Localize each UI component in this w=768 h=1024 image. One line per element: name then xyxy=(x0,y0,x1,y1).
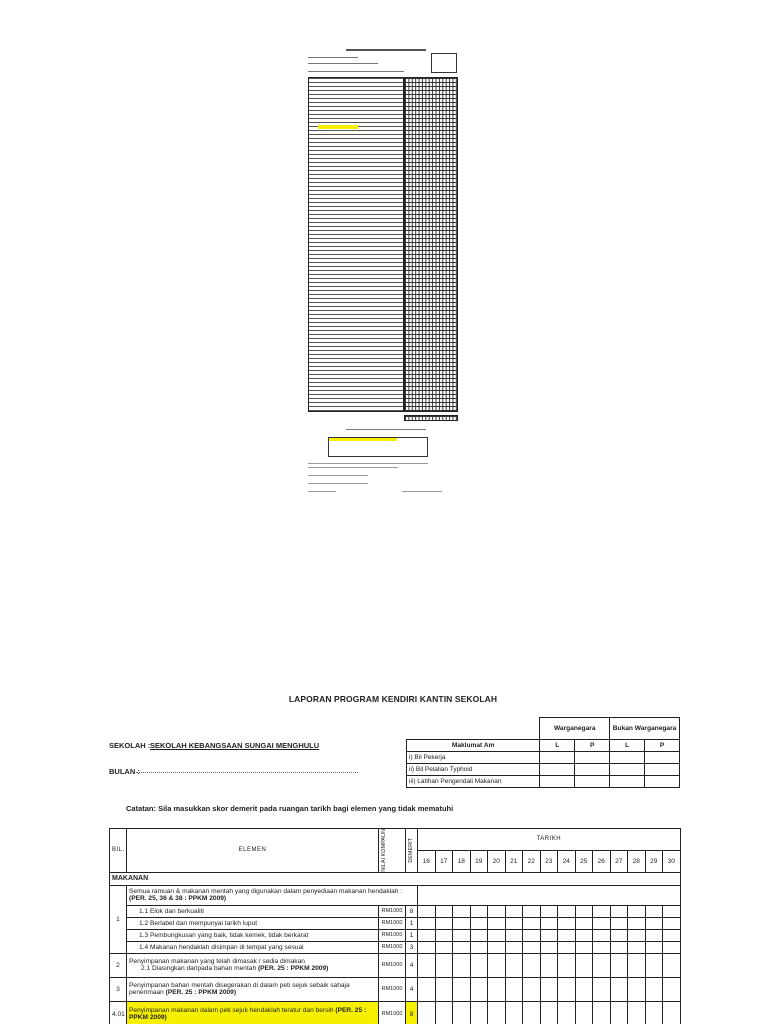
info-cell[interactable] xyxy=(610,764,645,776)
demerit-entry-cell[interactable] xyxy=(610,941,628,953)
item4-description xyxy=(127,1001,379,1024)
demerit-entry-cell[interactable] xyxy=(523,929,541,941)
demerit-entry-cell[interactable] xyxy=(558,953,576,977)
demerit-entry-cell[interactable] xyxy=(505,977,523,1001)
demerit-entry-cell[interactable] xyxy=(488,929,506,941)
demerit-entry-cell[interactable] xyxy=(488,953,506,977)
item-number: 1 xyxy=(110,885,127,953)
day-header-22: 22 xyxy=(523,850,541,872)
demerit-score: 8 xyxy=(406,1001,418,1024)
day-header-26: 26 xyxy=(593,850,611,872)
thumb-note-line xyxy=(308,475,368,476)
demerit-entry-cell[interactable] xyxy=(575,1001,593,1024)
table-row xyxy=(110,905,681,917)
demerit-score: 4 xyxy=(406,977,418,1001)
thumb-note-line xyxy=(308,467,398,468)
demerit-entry-cell[interactable] xyxy=(470,1001,488,1024)
header-elemen: ELEMEN xyxy=(127,829,379,873)
demerit-entry-cell[interactable] xyxy=(558,1001,576,1024)
sub-element-label: 1.3 Pembungkusan yang baik, tidak kemek, tidak berkarat xyxy=(127,929,379,941)
demerit-entry-cell[interactable] xyxy=(575,953,593,977)
demerit-entry-cell[interactable] xyxy=(540,941,558,953)
nilai-kompaun: RM1000 xyxy=(379,941,406,953)
demerit-entry-cell[interactable] xyxy=(540,929,558,941)
info-table xyxy=(406,717,680,788)
section-makanan: MAKANAN xyxy=(110,872,681,885)
item-number: 2 xyxy=(110,953,127,977)
demerit-entry-cell[interactable] xyxy=(453,953,471,977)
item3-ref: (PER. 25 : PPKM 2009) xyxy=(165,989,237,997)
item1-description xyxy=(127,885,418,905)
header-bil: BIL. xyxy=(110,829,127,873)
thumb-note-line xyxy=(308,463,428,464)
demerit-entry-cell[interactable] xyxy=(505,917,523,929)
demerit-score: 8 xyxy=(406,905,418,917)
demerit-entry-cell[interactable] xyxy=(505,941,523,953)
thumb-highlight xyxy=(329,438,397,441)
item-number: 4.01 xyxy=(110,1001,127,1024)
demerit-entry-cell[interactable] xyxy=(418,941,436,953)
demerit-entry-cell[interactable] xyxy=(488,941,506,953)
table-row xyxy=(110,977,681,1001)
info-empty-cell xyxy=(407,718,540,740)
thumb-line xyxy=(308,63,378,64)
demerit-entry-cell[interactable] xyxy=(628,929,646,941)
thumb-date-grid xyxy=(404,77,458,412)
info-group-warganegara: Warganegara xyxy=(540,718,610,740)
demerit-entry-cell[interactable] xyxy=(663,917,681,929)
catatan-note: Catatan: Sila masukkan skor demerit pada ruangan tarikh bagi elemen yang tidak mematuhi xyxy=(126,804,454,813)
nilai-kompaun: RM1000 xyxy=(379,917,406,929)
info-row-label: i) Bil Pekerja xyxy=(407,752,540,764)
demerit-entry-cell[interactable] xyxy=(645,917,663,929)
item1-ref: (PER. 25, 36 & 38 : PPKM 2009) xyxy=(129,895,227,903)
item3-description xyxy=(127,977,379,1001)
day-header-17: 17 xyxy=(435,850,453,872)
info-cell[interactable] xyxy=(610,752,645,764)
info-cell[interactable] xyxy=(575,764,610,776)
info-row-label: iii) Latihan Pengendali Makanan xyxy=(407,776,540,788)
nilai-kompaun: RM1000 xyxy=(379,1001,406,1024)
demerit-entry-cell[interactable] xyxy=(453,1001,471,1024)
bulan-label: BULAN : xyxy=(109,767,140,776)
item2-ref: (PER. 25 : PPKM 2009) xyxy=(257,965,329,973)
info-cell[interactable] xyxy=(645,776,680,788)
demerit-entry-cell[interactable] xyxy=(435,941,453,953)
demerit-entry-cell[interactable] xyxy=(453,941,471,953)
sekolah-value: SEKOLAH KEBANGSAAN SUNGAI MENGHULU xyxy=(150,741,320,750)
demerit-entry-cell[interactable] xyxy=(610,953,628,977)
table-row xyxy=(110,929,681,941)
demerit-entry-cell[interactable] xyxy=(453,905,471,917)
item2-description xyxy=(127,953,379,977)
demerit-entry-cell[interactable] xyxy=(453,917,471,929)
demerit-entry-cell[interactable] xyxy=(663,941,681,953)
demerit-entry-cell[interactable] xyxy=(593,977,611,1001)
demerit-entry-cell[interactable] xyxy=(523,917,541,929)
demerit-entry-cell[interactable] xyxy=(593,929,611,941)
info-sub-l: L xyxy=(540,740,575,752)
inspection-table xyxy=(109,828,681,1024)
demerit-entry-cell[interactable] xyxy=(453,929,471,941)
thumb-highlight xyxy=(318,125,358,129)
demerit-entry-cell[interactable] xyxy=(470,929,488,941)
demerit-entry-cell[interactable] xyxy=(645,929,663,941)
header-demerit-cell xyxy=(406,829,418,873)
info-cell[interactable] xyxy=(575,752,610,764)
item4-ref: (PER. 25 : PPKM 2009) xyxy=(129,1007,367,1022)
thumb-note-line xyxy=(402,491,442,492)
demerit-entry-cell[interactable] xyxy=(645,953,663,977)
demerit-entry-cell[interactable] xyxy=(470,953,488,977)
day-header-27: 27 xyxy=(610,850,628,872)
demerit-entry-cell[interactable] xyxy=(435,929,453,941)
info-group-bukan-warganegara: Bukan Warganegara xyxy=(610,718,680,740)
info-sub-p: P xyxy=(575,740,610,752)
demerit-entry-cell[interactable] xyxy=(628,977,646,1001)
day-header-25: 25 xyxy=(575,850,593,872)
demerit-entry-cell[interactable] xyxy=(435,953,453,977)
info-sub-l: L xyxy=(610,740,645,752)
page-thumbnail xyxy=(306,47,460,493)
demerit-entry-cell[interactable] xyxy=(435,1001,453,1024)
demerit-entry-cell[interactable] xyxy=(540,1001,558,1024)
info-cell[interactable] xyxy=(645,752,680,764)
demerit-entry-cell[interactable] xyxy=(470,917,488,929)
demerit-entry-cell[interactable] xyxy=(575,905,593,917)
demerit-entry-cell[interactable] xyxy=(435,977,453,1001)
demerit-entry-cell[interactable] xyxy=(593,1001,611,1024)
day-header-30: 30 xyxy=(663,850,681,872)
demerit-entry-cell[interactable] xyxy=(628,1001,646,1024)
demerit-entry-cell[interactable] xyxy=(505,1001,523,1024)
demerit-entry-cell[interactable] xyxy=(418,929,436,941)
demerit-entry-cell[interactable] xyxy=(470,977,488,1001)
demerit-entry-cell[interactable] xyxy=(645,941,663,953)
demerit-entry-cell[interactable] xyxy=(435,917,453,929)
demerit-entry-cell[interactable] xyxy=(610,905,628,917)
info-cell[interactable] xyxy=(575,776,610,788)
day-header-29: 29 xyxy=(645,850,663,872)
info-cell[interactable] xyxy=(645,764,680,776)
demerit-entry-cell[interactable] xyxy=(558,929,576,941)
demerit-entry-cell[interactable] xyxy=(593,917,611,929)
item3-text: Penyimpanan bahan mentah disegerakan di dalam peti sejuk sebaik sahaja penerimaan xyxy=(129,982,350,997)
demerit-entry-cell[interactable] xyxy=(610,917,628,929)
thumb-note-line xyxy=(308,483,368,484)
header-nilai: NILAI KOMPAUN xyxy=(381,829,387,872)
demerit-entry-cell[interactable] xyxy=(628,941,646,953)
demerit-entry-cell[interactable] xyxy=(593,905,611,917)
demerit-entry-cell[interactable] xyxy=(505,905,523,917)
thumb-total-grid xyxy=(404,415,458,421)
demerit-entry-cell[interactable] xyxy=(610,1001,628,1024)
demerit-entry-cell[interactable] xyxy=(610,977,628,1001)
day-header-28: 28 xyxy=(628,850,646,872)
table-row xyxy=(110,1001,681,1024)
demerit-entry-cell[interactable] xyxy=(470,905,488,917)
demerit-entry-cell[interactable] xyxy=(575,929,593,941)
day-header-20: 20 xyxy=(488,850,506,872)
item4-text: Penyimpanan makanan dalam peti sejuk hendaklah teratur dan bersih xyxy=(129,1007,336,1015)
nilai-kompaun: RM1000 xyxy=(379,929,406,941)
demerit-entry-cell[interactable] xyxy=(435,905,453,917)
demerit-entry-cell[interactable] xyxy=(628,917,646,929)
demerit-entry-cell[interactable] xyxy=(505,953,523,977)
info-row-label: ii) Bil Pelalian Typhoid xyxy=(407,764,540,776)
demerit-entry-cell[interactable] xyxy=(540,917,558,929)
demerit-entry-cell[interactable] xyxy=(610,929,628,941)
demerit-entry-cell[interactable] xyxy=(540,953,558,977)
demerit-entry-cell[interactable] xyxy=(418,905,436,917)
day-header-24: 24 xyxy=(558,850,576,872)
demerit-entry-cell[interactable] xyxy=(558,917,576,929)
header-tarikh: TARIKH xyxy=(418,829,681,851)
demerit-entry-cell[interactable] xyxy=(470,941,488,953)
demerit-entry-cell[interactable] xyxy=(505,929,523,941)
sub-element-label: 1.4 Makanan hendaklah disimpan di tempat yang sesuai xyxy=(127,941,379,953)
thumb-line xyxy=(308,57,358,58)
demerit-entry-cell[interactable] xyxy=(523,953,541,977)
item1-blank xyxy=(418,885,681,905)
demerit-entry-cell[interactable] xyxy=(628,905,646,917)
demerit-entry-cell[interactable] xyxy=(663,929,681,941)
table-row xyxy=(110,953,681,977)
demerit-entry-cell[interactable] xyxy=(540,977,558,1001)
info-cell[interactable] xyxy=(540,752,575,764)
demerit-entry-cell[interactable] xyxy=(593,941,611,953)
nilai-kompaun: RM1000 xyxy=(379,905,406,917)
demerit-entry-cell[interactable] xyxy=(558,941,576,953)
demerit-entry-cell[interactable] xyxy=(488,977,506,1001)
item2-line1: Penyimpanan makanan yang telah dimasak / sedia dimakan xyxy=(129,958,305,966)
demerit-entry-cell[interactable] xyxy=(523,977,541,1001)
demerit-entry-cell[interactable] xyxy=(645,905,663,917)
demerit-entry-cell[interactable] xyxy=(488,905,506,917)
item-number: 3 xyxy=(110,977,127,1001)
day-header-21: 21 xyxy=(505,850,523,872)
sekolah-label: SEKOLAH : xyxy=(109,741,151,750)
demerit-entry-cell[interactable] xyxy=(488,917,506,929)
item2-line2-wrap xyxy=(129,965,376,972)
info-col-header: Maklumat Am xyxy=(407,740,540,752)
thumb-note-line xyxy=(308,491,336,492)
thumb-line xyxy=(308,71,404,72)
demerit-entry-cell[interactable] xyxy=(523,905,541,917)
demerit-entry-cell[interactable] xyxy=(663,977,681,1001)
day-header-23: 23 xyxy=(540,850,558,872)
table-row xyxy=(110,917,681,929)
demerit-entry-cell[interactable] xyxy=(558,977,576,1001)
demerit-entry-cell[interactable] xyxy=(418,977,436,1001)
info-cell[interactable] xyxy=(610,776,645,788)
table-row xyxy=(110,941,681,953)
thumb-line xyxy=(346,429,426,430)
nilai-kompaun: RM1000 xyxy=(379,953,406,977)
demerit-entry-cell[interactable] xyxy=(418,953,436,977)
header-nilai-cell xyxy=(379,829,406,873)
demerit-entry-cell[interactable] xyxy=(593,953,611,977)
demerit-entry-cell[interactable] xyxy=(575,917,593,929)
sub-element-label: 1.2 Berlabel dan mempunyai tarikh luput xyxy=(127,917,379,929)
demerit-entry-cell[interactable] xyxy=(628,953,646,977)
item2-line2: 2.1 Diasingkan daripada bahan mentah xyxy=(141,965,258,973)
demerit-score: 1 xyxy=(406,929,418,941)
demerit-entry-cell[interactable] xyxy=(488,1001,506,1024)
sub-element-label: 1.1 Elok dan berkualiti xyxy=(127,905,379,917)
demerit-entry-cell[interactable] xyxy=(575,941,593,953)
demerit-entry-cell[interactable] xyxy=(418,1001,436,1024)
demerit-entry-cell[interactable] xyxy=(540,905,558,917)
demerit-entry-cell[interactable] xyxy=(575,977,593,1001)
demerit-entry-cell[interactable] xyxy=(418,917,436,929)
info-cell[interactable] xyxy=(540,776,575,788)
demerit-score: 3 xyxy=(406,941,418,953)
item1-text: Semua ramuan & makanan mentah yang digunakan dalam penyediaan makanan hendaklah : xyxy=(129,888,403,896)
day-header-19: 19 xyxy=(470,850,488,872)
demerit-entry-cell[interactable] xyxy=(453,977,471,1001)
demerit-score: 4 xyxy=(406,953,418,977)
demerit-entry-cell[interactable] xyxy=(523,1001,541,1024)
demerit-entry-cell[interactable] xyxy=(663,1001,681,1024)
day-header-16: 16 xyxy=(418,850,436,872)
demerit-entry-cell[interactable] xyxy=(558,905,576,917)
demerit-entry-cell[interactable] xyxy=(523,941,541,953)
day-header-18: 18 xyxy=(453,850,471,872)
info-sub-p: P xyxy=(645,740,680,752)
report-title: LAPORAN PROGRAM KENDIRI KANTIN SEKOLAH xyxy=(288,694,498,704)
demerit-entry-cell[interactable] xyxy=(663,953,681,977)
demerit-entry-cell[interactable] xyxy=(645,1001,663,1024)
thumb-title xyxy=(346,49,426,51)
demerit-entry-cell[interactable] xyxy=(663,905,681,917)
nilai-kompaun: RM1000 xyxy=(379,977,406,1001)
header-demerit: DEMERIT xyxy=(408,837,414,863)
thumb-info-box xyxy=(431,53,457,73)
info-cell[interactable] xyxy=(540,764,575,776)
demerit-score: 1 xyxy=(406,917,418,929)
demerit-entry-cell[interactable] xyxy=(645,977,663,1001)
bulan-field[interactable] xyxy=(136,770,358,773)
